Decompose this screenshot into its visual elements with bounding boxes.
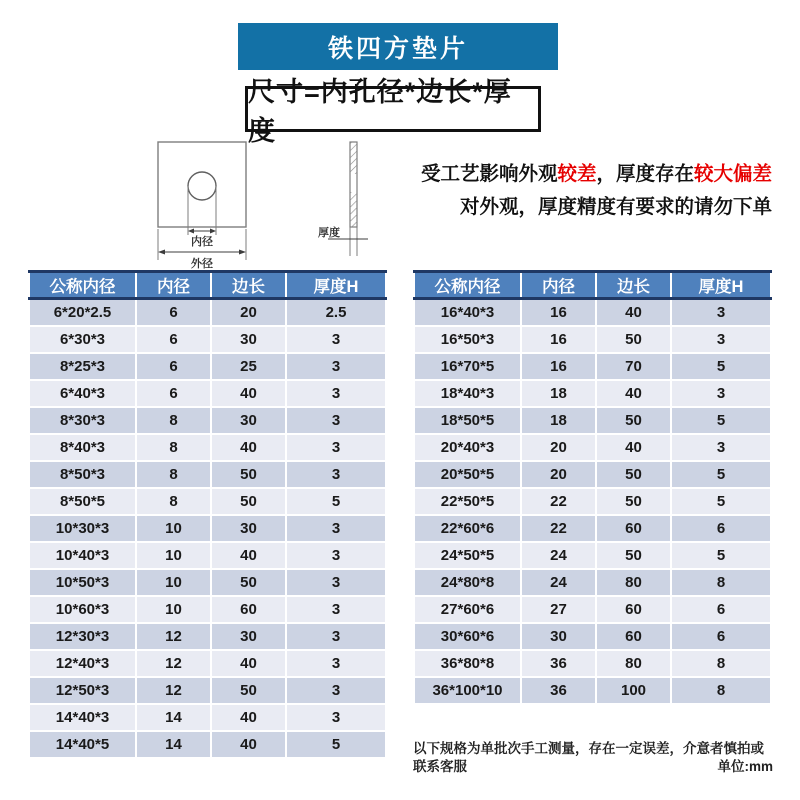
table-row [29, 542, 386, 569]
table-row [414, 569, 771, 596]
table-cell: 14*40*5 [29, 731, 136, 758]
table-cell: 18 [521, 407, 596, 434]
table-row [414, 542, 771, 569]
table-cell: 18*40*3 [414, 380, 521, 407]
table-cell: 40 [211, 731, 286, 758]
table-cell: 10 [136, 542, 211, 569]
table-cell: 100 [596, 677, 671, 704]
table-cell: 8 [136, 434, 211, 461]
table-cell: 3 [286, 677, 386, 704]
col-header-nominal: 公称内径 [414, 272, 521, 299]
table-cell: 16 [521, 299, 596, 327]
table-header-row [414, 272, 771, 299]
table-cell: 40 [596, 434, 671, 461]
table-cell: 3 [671, 434, 771, 461]
table-cell: 8 [136, 407, 211, 434]
table-cell: 20 [521, 434, 596, 461]
measurement-footnote [413, 740, 773, 776]
table-cell: 5 [671, 407, 771, 434]
table-cell: 3 [286, 353, 386, 380]
table-row [29, 704, 386, 731]
table-row [414, 461, 771, 488]
table-cell: 3 [286, 650, 386, 677]
unit-label: 单位:mm [717, 759, 773, 774]
thickness-label: 厚度 [318, 227, 340, 239]
quality-warning [421, 158, 772, 224]
table-cell: 24 [521, 569, 596, 596]
table-cell: 40 [596, 380, 671, 407]
table-cell: 8 [671, 650, 771, 677]
table-cell: 3 [286, 434, 386, 461]
table-cell: 36 [521, 650, 596, 677]
table-row [29, 731, 386, 758]
table-row [414, 434, 771, 461]
col-header-inner: 内径 [521, 272, 596, 299]
table-cell: 16*40*3 [414, 299, 521, 327]
table-cell: 50 [596, 488, 671, 515]
table-row [414, 353, 771, 380]
table-row [414, 488, 771, 515]
table-cell: 30*60*6 [414, 623, 521, 650]
title-banner [238, 23, 558, 70]
table-row [414, 380, 771, 407]
warning-red-text: 较大偏差 [693, 163, 772, 185]
table-cell: 50 [596, 542, 671, 569]
table-cell: 16*70*5 [414, 353, 521, 380]
table-cell: 5 [671, 488, 771, 515]
table-row [29, 326, 386, 353]
table-header-row [29, 272, 386, 299]
table-cell: 3 [286, 596, 386, 623]
table-cell: 36*80*8 [414, 650, 521, 677]
table-row [29, 488, 386, 515]
table-cell: 10*50*3 [29, 569, 136, 596]
table-cell: 20*50*5 [414, 461, 521, 488]
table-cell: 5 [671, 353, 771, 380]
table-cell: 3 [286, 569, 386, 596]
table-row [414, 407, 771, 434]
table-cell: 6 [136, 299, 211, 327]
table-row [29, 299, 386, 327]
table-row [414, 677, 771, 704]
table-cell: 50 [596, 461, 671, 488]
table-cell: 12*30*3 [29, 623, 136, 650]
table-cell: 18 [521, 380, 596, 407]
table-cell: 3 [286, 542, 386, 569]
table-cell: 3 [286, 704, 386, 731]
table-cell: 3 [286, 515, 386, 542]
table-cell: 6 [136, 326, 211, 353]
table-cell: 6 [136, 380, 211, 407]
table-cell: 6 [671, 515, 771, 542]
table-cell: 3 [671, 380, 771, 407]
table-cell: 16*50*3 [414, 326, 521, 353]
table-cell: 50 [211, 569, 286, 596]
table-cell: 5 [671, 542, 771, 569]
table-cell: 50 [211, 677, 286, 704]
table-row [414, 596, 771, 623]
col-header-thickness: 厚度H [671, 272, 771, 299]
table-cell: 20*40*3 [414, 434, 521, 461]
spec-table-left [28, 270, 387, 759]
table-cell: 22 [521, 515, 596, 542]
table-cell: 36 [521, 677, 596, 704]
table-cell: 12 [136, 677, 211, 704]
table-cell: 3 [286, 326, 386, 353]
table-cell: 27*60*6 [414, 596, 521, 623]
warning-line-2: 对外观，厚度精度有要求的请勿下单 [459, 196, 772, 218]
table-cell: 30 [211, 515, 286, 542]
warning-red-text: 较差 [557, 163, 597, 185]
table-cell: 27 [521, 596, 596, 623]
size-formula-box [245, 77, 541, 146]
col-header-nominal: 公称内径 [29, 272, 136, 299]
table-cell: 5 [671, 461, 771, 488]
table-cell: 25 [211, 353, 286, 380]
table-cell: 6*40*3 [29, 380, 136, 407]
table-cell: 36*100*10 [414, 677, 521, 704]
table-cell: 16 [521, 326, 596, 353]
table-cell: 6*30*3 [29, 326, 136, 353]
table-row [414, 299, 771, 327]
table-cell: 20 [521, 461, 596, 488]
table-cell: 12 [136, 650, 211, 677]
table-cell: 2.5 [286, 299, 386, 327]
table-row [29, 569, 386, 596]
table-cell: 30 [521, 623, 596, 650]
col-header-side: 边长 [211, 272, 286, 299]
page-title: 铁四方垫片 [327, 34, 468, 63]
spec-table-right [413, 270, 772, 705]
table-cell: 40 [211, 434, 286, 461]
table-cell: 10 [136, 569, 211, 596]
table-cell: 22*50*5 [414, 488, 521, 515]
footnote-line-1: 以下规格为单批次手工测量，存在一定误差，介意者慎拍或 [413, 741, 764, 756]
table-row [29, 596, 386, 623]
table-cell: 50 [596, 326, 671, 353]
table-cell: 3 [286, 380, 386, 407]
table-cell: 10 [136, 596, 211, 623]
table-row [414, 515, 771, 542]
warning-text: 受工艺影响外观 [420, 163, 558, 185]
table-cell: 60 [596, 596, 671, 623]
table-cell: 40 [211, 704, 286, 731]
table-cell: 80 [596, 569, 671, 596]
table-cell: 8 [136, 488, 211, 515]
footnote-line-2: 联系客服 [413, 759, 467, 774]
table-cell: 50 [211, 461, 286, 488]
table-row [29, 623, 386, 650]
table-cell: 60 [211, 596, 286, 623]
table-cell: 8*50*5 [29, 488, 136, 515]
table-cell: 40 [211, 380, 286, 407]
table-cell: 60 [596, 515, 671, 542]
table-cell: 20 [211, 299, 286, 327]
table-row [29, 461, 386, 488]
table-cell: 12*40*3 [29, 650, 136, 677]
table-cell: 10*30*3 [29, 515, 136, 542]
table-cell: 8*40*3 [29, 434, 136, 461]
table-cell: 6 [136, 353, 211, 380]
table-cell: 12 [136, 623, 211, 650]
table-cell: 22*60*6 [414, 515, 521, 542]
table-cell: 6 [671, 623, 771, 650]
table-cell: 16 [521, 353, 596, 380]
table-cell: 22 [521, 488, 596, 515]
table-row [29, 353, 386, 380]
table-cell: 8*30*3 [29, 407, 136, 434]
table-cell: 5 [286, 488, 386, 515]
table-cell: 8 [671, 677, 771, 704]
table-cell: 24*80*8 [414, 569, 521, 596]
table-cell: 24 [521, 542, 596, 569]
table-cell: 60 [596, 623, 671, 650]
col-header-inner: 内径 [136, 272, 211, 299]
table-cell: 8 [136, 461, 211, 488]
warning-text: ，厚度存在 [596, 163, 694, 185]
table-cell: 14 [136, 704, 211, 731]
table-cell: 8*25*3 [29, 353, 136, 380]
table-row [29, 407, 386, 434]
table-cell: 40 [211, 650, 286, 677]
table-row [29, 380, 386, 407]
table-cell: 30 [211, 407, 286, 434]
col-header-side: 边长 [596, 272, 671, 299]
washer-diagram [128, 132, 400, 274]
table-cell: 5 [286, 731, 386, 758]
table-cell: 70 [596, 353, 671, 380]
table-cell: 40 [596, 299, 671, 327]
table-cell: 12*50*3 [29, 677, 136, 704]
table-cell: 18*50*5 [414, 407, 521, 434]
table-row [29, 650, 386, 677]
table-cell: 30 [211, 623, 286, 650]
table-cell: 24*50*5 [414, 542, 521, 569]
size-formula-text: 尺寸=内孔径*边长*厚度 [248, 77, 512, 146]
table-cell: 14 [136, 731, 211, 758]
table-cell: 3 [286, 407, 386, 434]
table-cell: 6*20*2.5 [29, 299, 136, 327]
table-cell: 30 [211, 326, 286, 353]
table-row [29, 434, 386, 461]
table-cell: 8 [671, 569, 771, 596]
inner-diameter-label: 内径 [191, 236, 213, 248]
table-row [414, 650, 771, 677]
table-cell: 10*60*3 [29, 596, 136, 623]
table-cell: 10 [136, 515, 211, 542]
table-cell: 50 [596, 407, 671, 434]
table-cell: 8*50*3 [29, 461, 136, 488]
table-cell: 3 [671, 299, 771, 327]
table-cell: 10*40*3 [29, 542, 136, 569]
washer-diagram-svg [128, 132, 400, 274]
outer-diameter-label: 外径 [191, 258, 213, 270]
table-cell: 3 [286, 623, 386, 650]
table-row [29, 677, 386, 704]
table-row [414, 623, 771, 650]
table-cell: 80 [596, 650, 671, 677]
table-row [414, 326, 771, 353]
table-row [29, 515, 386, 542]
table-cell: 3 [671, 326, 771, 353]
table-cell: 14*40*3 [29, 704, 136, 731]
table-cell: 6 [671, 596, 771, 623]
table-cell: 40 [211, 542, 286, 569]
table-cell: 3 [286, 461, 386, 488]
table-cell: 50 [211, 488, 286, 515]
col-header-thickness: 厚度H [286, 272, 386, 299]
warning-line-1 [421, 158, 772, 191]
